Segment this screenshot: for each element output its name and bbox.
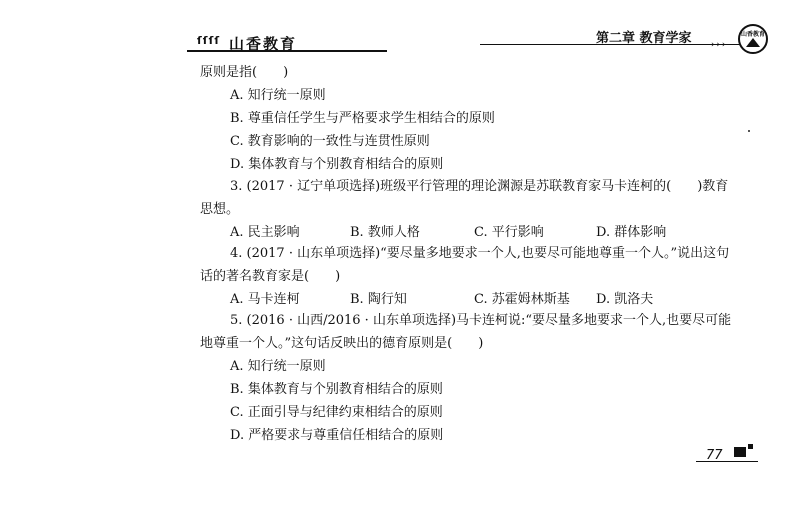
header-arrows: ›››	[710, 40, 727, 50]
q2-option-d: D. 集体教育与个别教育相结合的原则	[230, 157, 444, 172]
q5-option-a: A. 知行统一原则	[230, 359, 326, 374]
q3-option-c: C. 平行影响	[474, 225, 544, 240]
logo-text: 山香教育	[740, 31, 765, 38]
footer-rule	[696, 461, 758, 462]
brand-ornament: ſſſſ	[197, 34, 221, 47]
q3-stem-cont: 思想。	[200, 202, 240, 217]
q2-option-a: A. 知行统一原则	[230, 88, 326, 103]
q2-stem-end: 原则是指( )	[200, 65, 289, 80]
q2-option-c: C. 教育影响的一致性与连贯性原则	[230, 134, 430, 149]
q5-stem-cont: 地尊重一个人。”这句话反映出的德育原则是( )	[200, 336, 484, 351]
sparkle-icon	[748, 444, 753, 449]
brand-name: 山香教育	[229, 35, 298, 53]
q3-option-d: D. 群体影响	[596, 225, 667, 240]
q3-option-b: B. 教师人格	[350, 225, 420, 240]
header-rule-right	[480, 44, 740, 45]
header-rule-left	[187, 50, 387, 52]
q5-option-c: C. 正面引导与纪律约束相结合的原则	[230, 405, 443, 420]
scan-speck	[748, 130, 750, 132]
q4-stem-cont: 话的著名教育家是( )	[200, 269, 341, 284]
q5-stem: 5. (2016 · 山西/2016 · 山东单项选择)马卡连柯说:“要尽量多地要求一个人,也要尽可能	[230, 313, 732, 328]
q5-option-d: D. 严格要求与尊重信任相结合的原则	[230, 428, 444, 443]
q4-option-c: C. 苏霍姆林斯基	[474, 292, 570, 307]
mountain-icon	[746, 38, 760, 47]
q4-option-d: D. 凯洛夫	[596, 292, 654, 307]
q4-option-b: B. 陶行知	[350, 292, 407, 307]
page-footer	[706, 444, 723, 463]
brand-logo-icon	[738, 24, 768, 54]
q4-option-a: A. 马卡连柯	[230, 292, 300, 307]
chapter-title: 第二章 教育学家	[596, 31, 692, 46]
book-icon	[734, 447, 746, 457]
q3-option-a: A. 民主影响	[230, 225, 300, 240]
q2-option-b: B. 尊重信任学生与严格要求学生相结合的原则	[230, 111, 495, 126]
page-header	[0, 0, 800, 60]
page-number: 77	[706, 448, 723, 463]
q3-stem: 3. (2017 · 辽宁单项选择)班级平行管理的理论渊源是苏联教育家马卡连柯的( )教育	[230, 179, 729, 194]
q5-option-b: B. 集体教育与个别教育相结合的原则	[230, 382, 443, 397]
q4-stem: 4. (2017 · 山东单项选择)“要尽量多地要求一个人,也要尽可能地尊重一个人。”说出这句	[230, 246, 730, 261]
